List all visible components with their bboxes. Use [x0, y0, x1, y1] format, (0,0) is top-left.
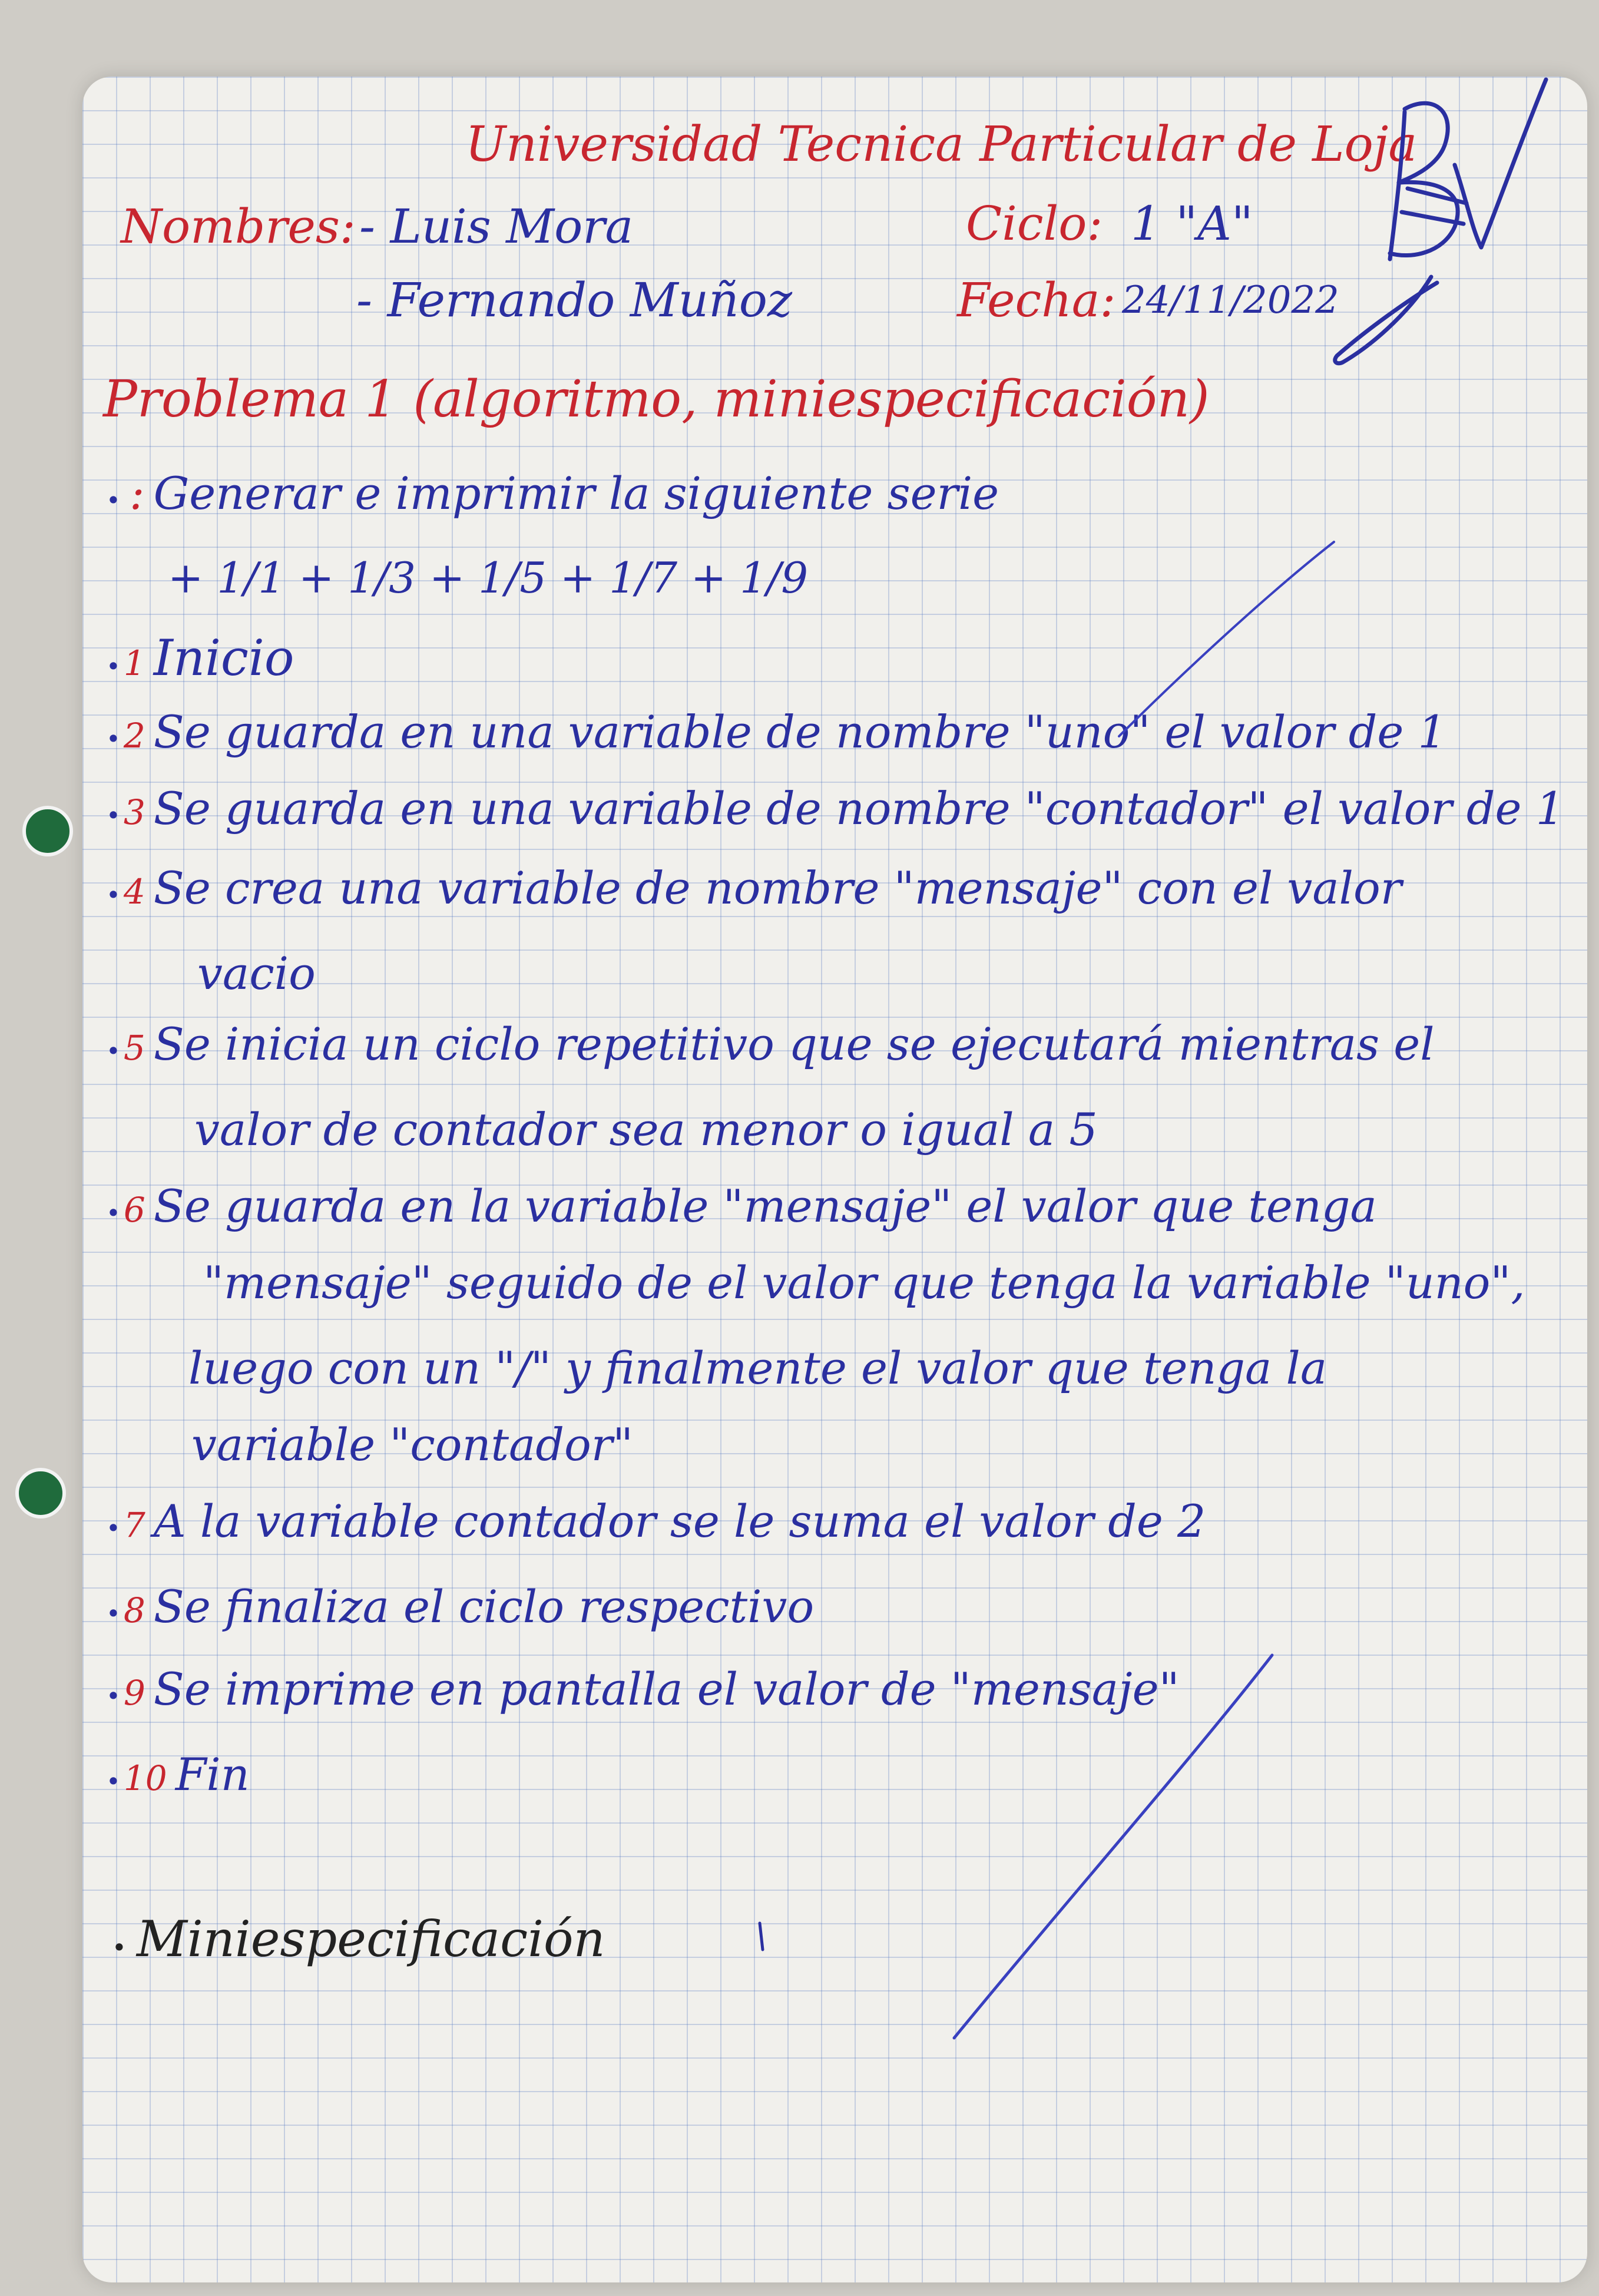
bullet: • — [106, 801, 121, 830]
bullet: • — [106, 652, 121, 681]
step-text: Se imprime en pantalla el valor de "mensaje" — [153, 1663, 1180, 1715]
pen-mark — [760, 1923, 763, 1950]
step-text: Se guarda en una variable de nombre "uno" el valor de 1 — [153, 706, 1446, 758]
bullet: • — [106, 881, 121, 909]
step-number: 8 — [123, 1590, 145, 1630]
cycle-label: Ciclo: — [966, 196, 1103, 251]
step-4-continuation: vacio — [197, 947, 316, 1000]
grader-signature — [1335, 80, 1546, 363]
student-name-2: - Fernando Muñoz — [356, 273, 792, 327]
step-number: 2 — [123, 716, 145, 756]
step-number: 10 — [123, 1758, 167, 1798]
step-text: Inicio — [153, 629, 294, 687]
bullet: • — [106, 1682, 121, 1711]
step-text: Se crea una variable de nombre "mensaje" con el valor — [153, 862, 1402, 914]
student-name-1: - Luis Mora — [359, 199, 634, 254]
bullet: • — [106, 486, 121, 515]
bullet: • — [112, 1933, 127, 1962]
problem-title: Problema 1 (algoritmo, miniespecificación) — [103, 370, 1210, 429]
date-label: Fecha: — [957, 273, 1116, 327]
bullet: • — [106, 1199, 121, 1228]
problem-statement: Generar e imprimir la siguiente serie — [153, 467, 999, 520]
bullet: • — [106, 1599, 121, 1628]
date-value: 24/11/2022 — [1122, 279, 1339, 322]
step-6-continuation-3: variable "contador" — [191, 1418, 634, 1471]
miniespecificacion-text: Miniespecificación — [136, 1910, 605, 1968]
step-text: Fin — [175, 1748, 250, 1801]
step-5-continuation: valor de contador sea menor o igual a 5 — [194, 1103, 1098, 1156]
step-number: 1 — [123, 643, 145, 683]
bullet: • — [106, 1767, 121, 1796]
step-text: Se guarda en la variable "mensaje" el valor que tenga — [153, 1180, 1377, 1232]
bullet: • — [106, 724, 121, 753]
step-number: 7 — [123, 1505, 145, 1545]
statement-marker: : — [129, 467, 145, 520]
bullet: • — [106, 1037, 121, 1066]
step-number: 5 — [123, 1028, 145, 1068]
step-text: Se inicia un ciclo repetitivo que se ejecutará mientras el — [153, 1018, 1435, 1070]
series-formula: + 1/1 + 1/3 + 1/5 + 1/7 + 1/9 — [168, 553, 808, 603]
cycle-value: 1 "A" — [1131, 196, 1253, 251]
names-label: Nombres: — [121, 199, 356, 254]
university-title: Universidad Tecnica Particular de Loja — [465, 117, 1418, 173]
step-number: 9 — [123, 1673, 145, 1713]
step-6-continuation-2: luego con un "/" y finalmente el valor que tenga la — [188, 1342, 1327, 1394]
cross-out-line-upper — [1119, 542, 1334, 736]
step-6-continuation-1: "mensaje" seguido de el valor que tenga la variable "uno", — [203, 1256, 1525, 1309]
step-number: 4 — [123, 872, 145, 912]
step-text: A la variable contador se le suma el valor de 2 — [153, 1495, 1206, 1547]
cross-out-line — [954, 1655, 1272, 2038]
step-text: Se finaliza el ciclo respectivo — [153, 1580, 815, 1633]
bullet: • — [106, 1514, 121, 1543]
step-number: 3 — [123, 792, 145, 832]
step-text: Se guarda en una variable de nombre "contador" el valor de 1 — [153, 782, 1565, 835]
step-number: 6 — [123, 1190, 145, 1230]
